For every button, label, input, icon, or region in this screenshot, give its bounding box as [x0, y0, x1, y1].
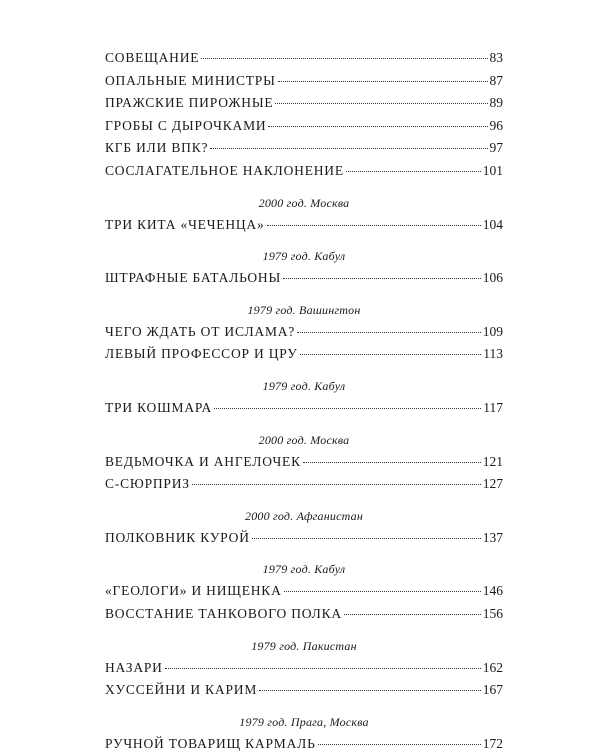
toc-entry-title: ЧЕГО ЖДАТЬ ОТ ИСЛАМА? — [105, 323, 296, 339]
toc-entry-page-number: 172 — [482, 735, 503, 751]
section-heading: 1979 год. Прага, Москва — [239, 714, 369, 729]
toc-entry-page-number: 97 — [489, 140, 503, 156]
toc-entry-title: ШТРАФНЫЕ БАТАЛЬОНЫ — [105, 270, 282, 286]
dot-leader — [165, 667, 481, 669]
toc-entry[interactable] — [105, 679, 503, 702]
dot-leader — [214, 407, 481, 409]
dot-leader — [300, 353, 482, 355]
toc-entry[interactable] — [105, 527, 503, 550]
toc-entry-title: ГРОБЫ С ДЫРОЧКАМИ — [105, 117, 267, 133]
table-of-contents — [105, 47, 503, 755]
toc-entry-page-number: 146 — [482, 583, 503, 599]
dot-leader — [259, 689, 481, 691]
toc-entry-page-number: 89 — [489, 95, 503, 111]
section-heading: 1979 год. Вашингтон — [247, 302, 361, 317]
dot-leader — [268, 125, 487, 127]
dot-leader — [192, 483, 481, 485]
toc-entry-page-number: 106 — [482, 270, 503, 286]
toc-entry-page-number: 101 — [482, 162, 503, 178]
dot-leader — [284, 590, 481, 592]
dot-leader — [275, 102, 487, 104]
toc-entry-title: СОСЛАГАТЕЛЬНОЕ НАКЛОНЕНИЕ — [105, 162, 344, 178]
toc-entry-title: ПРАЖСКИЕ ПИРОЖНЫЕ — [105, 95, 274, 111]
toc-entry-page-number: 109 — [482, 323, 503, 339]
toc-entry-title: «ГЕОЛОГИ» И НИЩЕНКА — [105, 583, 282, 599]
toc-entry-page-number: 87 — [489, 72, 503, 88]
dot-leader — [346, 170, 481, 172]
dot-leader — [210, 147, 487, 149]
toc-entry-page-number: 167 — [482, 682, 503, 698]
toc-entry[interactable] — [105, 214, 503, 237]
dot-leader — [344, 613, 481, 615]
toc-entry-page-number: 121 — [482, 453, 503, 469]
toc-entry[interactable] — [105, 321, 503, 344]
toc-entry-title: ТРИ КИТА «ЧЕЧЕНЦА» — [105, 216, 265, 232]
section-heading: 2000 год. Москва — [258, 195, 350, 210]
dot-leader — [303, 461, 481, 463]
toc-entry[interactable] — [105, 160, 503, 183]
toc-entry[interactable] — [105, 733, 503, 755]
toc-entry[interactable] — [105, 115, 503, 138]
section-heading: 1979 год. Кабул — [262, 378, 346, 393]
dot-leader — [318, 743, 481, 745]
toc-entry-page-number: 113 — [483, 346, 503, 362]
toc-entry-title: НАЗАРИ — [105, 659, 163, 675]
toc-entry-title: СОВЕЩАНИЕ — [105, 50, 200, 65]
toc-entry-title: РУЧНОЙ ТОВАРИЩ КАРМАЛЬ — [105, 735, 316, 751]
toc-entry[interactable] — [105, 343, 503, 366]
section-heading: 1979 год. Кабул — [262, 249, 346, 264]
toc-entry[interactable] — [105, 451, 503, 474]
section-heading: 1979 год. Пакистан — [251, 638, 357, 653]
dot-leader — [201, 57, 487, 59]
section-heading: 1979 год. Кабул — [262, 562, 346, 577]
toc-entry[interactable] — [105, 267, 503, 290]
toc-entry-page-number: 127 — [482, 476, 503, 492]
toc-entry-title: ЛЕВЫЙ ПРОФЕССОР И ЦРУ — [105, 346, 298, 362]
toc-entry-page-number: 104 — [482, 216, 503, 232]
dot-leader — [252, 537, 481, 539]
toc-entry-page-number: 162 — [482, 659, 503, 675]
toc-entry-title: ПОЛКОВНИК КУРОЙ — [105, 529, 250, 545]
dot-leader — [267, 224, 481, 226]
toc-entry-title: С-СЮРПРИЗ — [105, 476, 190, 492]
section-heading: 2000 год. Москва — [258, 432, 350, 447]
toc-entry[interactable] — [105, 657, 503, 680]
toc-entry[interactable] — [105, 603, 503, 626]
toc-entry-page-number: 96 — [489, 117, 503, 133]
dot-leader — [278, 80, 488, 82]
dot-leader — [283, 277, 481, 279]
toc-entry-title: ТРИ КОШМАРА — [105, 399, 212, 415]
toc-entry[interactable] — [105, 397, 503, 420]
toc-entry-title: ОПАЛЬНЫЕ МИНИСТРЫ — [105, 72, 276, 88]
toc-entry[interactable] — [105, 137, 503, 160]
toc-entry-title: ВЕДЬМОЧКА И АНГЕЛОЧЕК — [105, 453, 301, 469]
toc-entry-title: КГБ ИЛИ ВПК? — [105, 140, 209, 156]
toc-entry[interactable] — [105, 92, 503, 115]
toc-entry-title: ВОССТАНИЕ ТАНКОВОГО ПОЛКА — [105, 605, 342, 621]
toc-entry[interactable] — [105, 47, 503, 70]
toc-entry-page-number: 156 — [482, 605, 503, 621]
section-heading: 2000 год. Афганистан — [245, 508, 363, 523]
toc-entry-title: ХУССЕЙНИ И КАРИМ — [105, 682, 258, 698]
dot-leader — [297, 331, 481, 333]
toc-entry-page-number: 117 — [483, 399, 503, 415]
toc-entry[interactable] — [105, 70, 503, 93]
toc-entry[interactable] — [105, 473, 503, 496]
toc-entry-page-number: 83 — [489, 50, 503, 65]
toc-entry[interactable] — [105, 580, 503, 603]
toc-entry-page-number: 137 — [482, 529, 503, 545]
